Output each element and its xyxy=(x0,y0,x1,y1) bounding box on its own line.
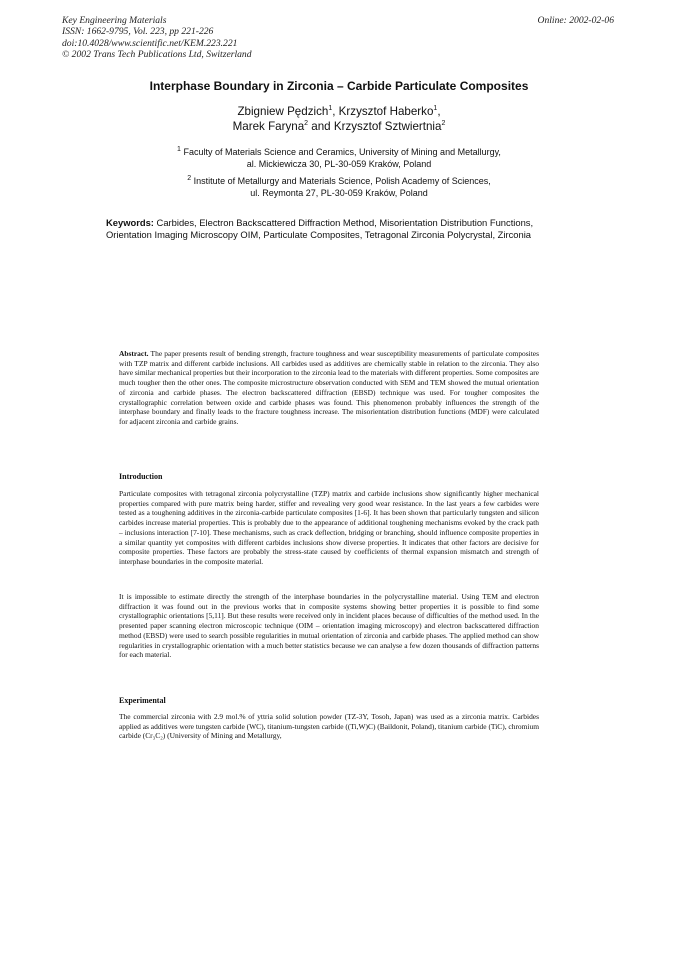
author-affiliation-mark: 2 xyxy=(304,120,309,128)
author-name: Zbigniew Pędzich xyxy=(237,105,329,118)
copyright-line: © 2002 Trans Tech Publications Ltd, Switzerland xyxy=(62,48,252,60)
introduction-paragraph-2: It is impossible to estimate directly the strength of the interphase boundaries in the polycrystalline material. Using TEM and electron diffraction it was found out in the previous works that in composite systems showing better properties it is possible to find some crystallographic orientations [5,11]. But these results were received only in incident places because of difficulties of the method used. In the presented paper scanning electron microscopic technique (OIM – orientation imaging microscopy) and electron backscattered diffraction method (EBSD) were used to search possible regularities in mutual orientation of zirconia and carbide phases. The applied method can show regularities in crystallographic orientation with a much better statistics because we can analyse a few dozen thousands of diffraction patterns for each material. xyxy=(119,592,539,660)
issn-line: ISSN: 1662-9795, Vol. 223, pp 221-226 xyxy=(62,26,214,38)
journal-name: Key Engineering Materials xyxy=(62,15,167,26)
author-affiliation-mark: 1 xyxy=(433,105,438,113)
section-heading-introduction: Introduction xyxy=(119,472,163,481)
affiliation-1 xyxy=(0,146,678,170)
affiliation-line: ul. Reymonta 27, PL-30-059 Kraków, Poland xyxy=(250,188,428,198)
author-affiliation-mark: 2 xyxy=(441,120,446,128)
author-separator: , xyxy=(437,105,441,118)
paper-title: Interphase Boundary in Zirconia – Carbide Particulate Composites xyxy=(149,79,529,93)
author-name: Marek Faryna xyxy=(232,120,305,133)
abstract-text: The paper presents result of bending strength, fracture toughness and wear susceptibility measurements of particulate composites with TZP matrix and different carbide inclusions. All carbides used as additives are chemically stable in relation to the zirconia. They also have similar mechanical properties but their incorporation to the zirconia lead to the materials with different properties. Some composites are much tougher then the other ones. The composite microstructure observation conducted with SEM and TEM showed the mutual orientation of zirconia and carbide phases. The electron backscattered diffraction (EBSD) technique was used. For tougher composites the crystallographic correlation between oxide and carbide phases was found. This phenomenon probably influences the strength of the interphase boundary and finally leads to the fracture toughness increase. The misorientation distribution functions (MDF) were calculated for adjacent zirconia and carbide grains. xyxy=(119,349,539,427)
online-date: Online: 2002-02-06 xyxy=(537,15,614,26)
keywords-block xyxy=(106,217,576,240)
introduction-paragraph-1: Particulate composites with tetragonal zirconia polycrystalline (TZP) matrix and carbide inclusions show significantly higher mechanical properties compared with pure matrix being harder, stiffer and revealing very good wear resistance. In the last years a few carbides were tested as a toughening additives in the zirconia-carbide particulate composites [1-6]. It has been shown that particularly tungsten and silicon carbides increase material properties. This is probably due to the appearance of additional toughening mechanisms evoked by the crack path – inclusions interaction [7-10]. These mechanisms, such as crack deflection, bridging or branching, should influence composite properties in a similar quantity yet composites with different carbides inclusions show diverse properties. It indicates that other factors are decisive for composite properties. These factors are probably the stress-state caused by coefficients of thermal expansion mismatch and strength of interphase boundaries in the composite material. xyxy=(119,489,539,567)
author-affiliation-mark: 1 xyxy=(328,105,333,113)
experimental-paragraph-1: The commercial zirconia with 2.9 mol.% of yttria solid solution powder (TZ-3Y, Tosoh, Japan) was used as a zirconia matrix. Carbides applied as additives were tungsten carbide (WC), titanium-tungsten carbide ((Ti,W)C) (Baildonit, Poland), titanium carbide (TiC), chromium carbide (Cr₃C₂) (University of Mining and Metallurgy, xyxy=(119,712,539,741)
affiliation-line: Institute of Metallurgy and Materials Science, Polish Academy of Sciences, xyxy=(193,176,491,186)
author-name: and Krzysztof Sztwiertnia xyxy=(308,120,442,133)
affiliation-line: al. Mickiewicza 30, PL-30-059 Kraków, Poland xyxy=(246,159,432,169)
keywords-label: Keywords: xyxy=(106,217,154,228)
abstract-block xyxy=(119,349,539,427)
doi-line: doi:10.4028/www.scientific.net/KEM.223.221 xyxy=(62,37,238,49)
affiliation-number: 1 xyxy=(177,146,181,153)
author-list xyxy=(0,104,678,134)
journal-header xyxy=(62,15,252,60)
keywords-text: Carbides, Electron Backscattered Diffraction Method, Misorientation Distribution Functions, Orientation Imaging Microscopy OIM, Particulate Composites, Tetragonal Zirconia Polycrystal, Zirconia xyxy=(106,217,534,240)
abstract-label: Abstract. xyxy=(119,349,149,358)
section-heading-experimental: Experimental xyxy=(119,696,166,705)
affiliation-2 xyxy=(0,175,678,199)
affiliation-number: 2 xyxy=(187,175,192,182)
affiliation-line: Faculty of Materials Science and Ceramics, University of Mining and Metallurgy, xyxy=(183,147,501,157)
author-name: , Krzysztof Haberko xyxy=(332,105,434,118)
